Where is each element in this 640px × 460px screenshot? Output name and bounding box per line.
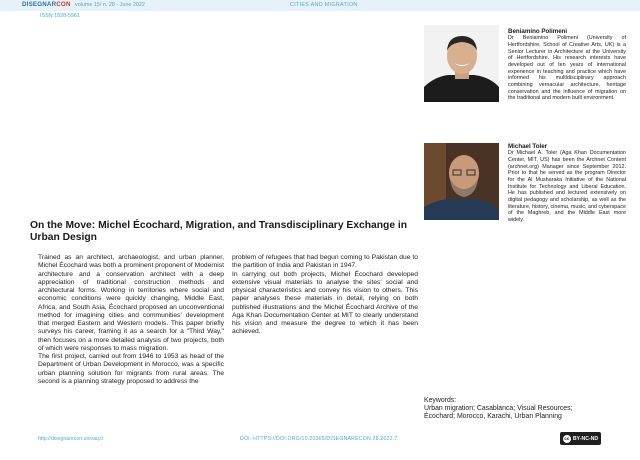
author-name: Beniamino Polimeni [508, 28, 568, 35]
keywords-title: Keywords: [424, 397, 457, 404]
abstract-column-left [38, 254, 224, 386]
author-bio-polimeni [508, 28, 626, 102]
cc-icon: cc [564, 436, 570, 441]
journal-logo[interactable] [22, 1, 71, 8]
abstract-paragraph: In carrying out both projects, Michel Écochard developed extensive visual materials to analyse the sites' social and physical characteristics and convey his vision to others. This paper analyses these materials in detail, relying on both published illustrations and the Michel Écochard Archive of the Aga Khan Documentation Center at MIT to clearly understand his vision and measure the degree to which it has been achieved. [232, 270, 418, 336]
author-photo-polimeni [424, 25, 499, 102]
abstract-column-right [232, 254, 418, 337]
author-bio-text: Dr Michael A. Toler (Aga Khan Documentation Center, MIT, US) has been the Archnet Content (archnet.org) Manager since September 2012. Prior to that he served as the program Director for the Al Musharaka Initiative of the National Institute for Technology and Liberal Education. He has published and lectured extensively on digital pedagogy and scholarship, as well as the literature, history, cinema, music, and cyberspace of the Maghreb, and the Middle East more widely. [508, 150, 626, 223]
author-bio-text: Dr Beniamino Polimeni (University of Hertfordshire, School of Creative Arts, UK) is a Senior Lecturer in Architecture at the University of Hertfordshire. His research interests have developed out of ten years of international experience in teaching and practice which have informed his multidisciplinary approach combining vernacular architecture, heritage conservation and the influence of migration on the traditional and modern built environment. [508, 35, 626, 102]
keywords-block [424, 397, 604, 422]
doi-link[interactable]: DOI: HTTPS://DOI.ORG/10.20365/DISEGNARECON.28.2022.7 [240, 436, 398, 442]
article-title: On the Move: Michel Écochard, Migration, and Transdisciplinary Exchange in Urban Design [30, 220, 408, 244]
cc-license-badge[interactable] [560, 432, 601, 445]
author-name: Michael Toler [508, 143, 548, 150]
abstract-paragraph: The first project, carried out from 1946 to 1953 as head of the Department of Urban Development in Morocco, was a specific urban planning solution for migrants from rural areas. The second is a planning strategy proposed to address the [38, 353, 224, 385]
logo-part-2: CON [56, 1, 71, 8]
section-title: CITIES AND MIGRATION [290, 1, 358, 8]
journal-url-link[interactable]: http://disegnarecon.univaq.it [38, 436, 103, 442]
author-photo-toler [424, 143, 499, 220]
license-label: BY-NC-ND [572, 435, 599, 442]
abstract-paragraph: problem of refugees that had begun coming to Pakistan due to the partition of India and Pakistan in 1947. [232, 254, 418, 270]
abstract-paragraph: Trained as an architect, archaeologist, and urban planner, Michel Écochard was both a prominent proponent of Modernist architecture and a conservation architect with a deep appreciation of traditional construction methods and architectural forms. Working in territories where social and economic conditions were quickly changing, Middle East, Africa, and South Asia, Écochard proposed an unconventional method for imagining cities and communities' development that merged Eastern and Western models. This paper briefly surveys his career, framing it as a search for a "Third Way," then focuses on a more detailed analysis of two projects, both of which were responses to mass migration. [38, 254, 224, 352]
author-bio-toler [508, 143, 626, 224]
keywords-text: Urban migration; Casablanca; Visual Resources; Écochard; Morocco, Karachi, Urban Planning [424, 405, 573, 421]
logo-part-1: DISEGNAR [22, 1, 57, 8]
issn: ISSN 1828-5961 [40, 13, 80, 19]
issue-info: volume 15/ n. 28 - June 2022 [75, 1, 145, 8]
